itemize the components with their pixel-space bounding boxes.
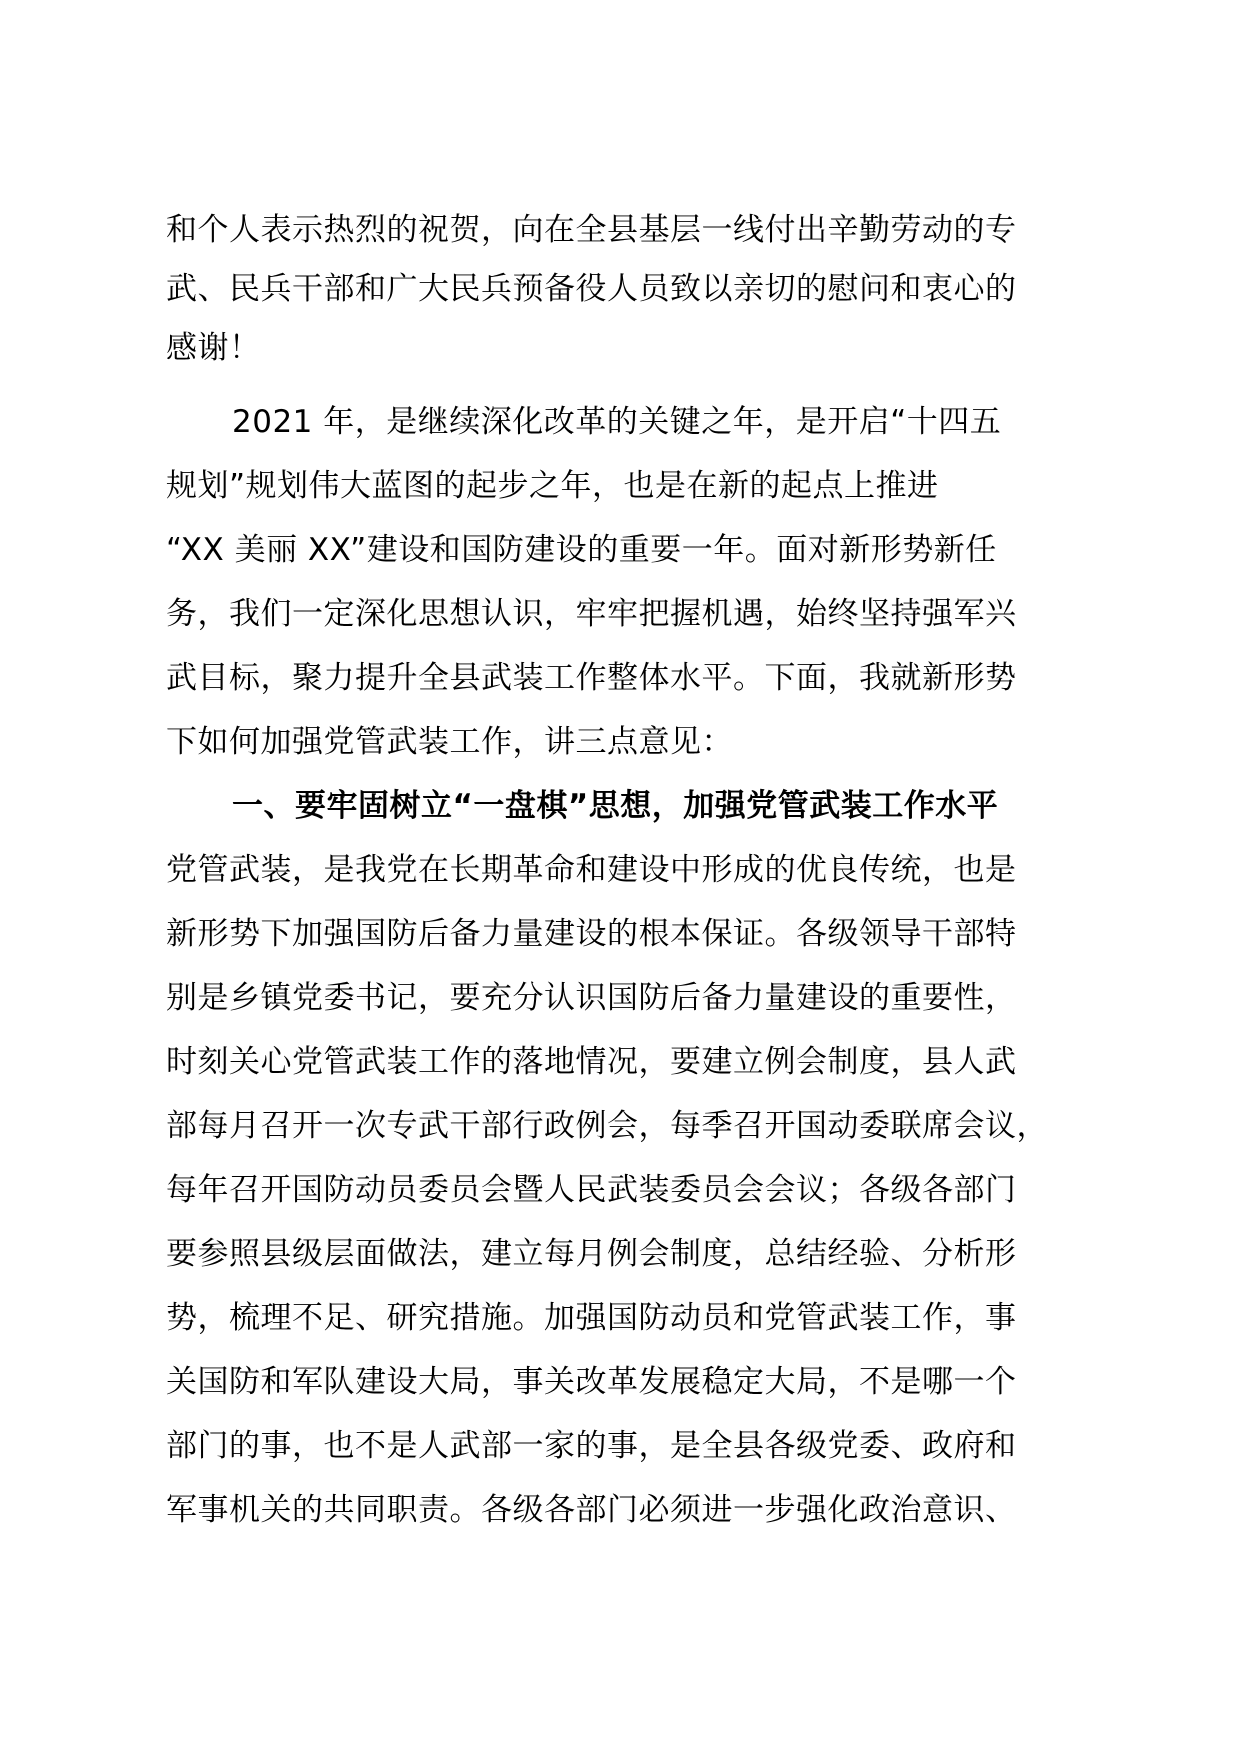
text-line: 势，梳理不足、研究措施。加强国防动员和党管武装工作，事 [166,1300,1017,1336]
text-line: 关国防和军队建设大局，事关改革发展稳定大局，不是哪一个 [166,1364,1017,1400]
text-line: 武、民兵干部和广大民兵预备役人员致以亲切的慰问和衷心的 [166,271,1017,307]
text-line: 新形势下加强国防后备力量建设的根本保证。各级领导干部特 [166,916,1017,952]
text-line: 时刻关心党管武装工作的落地情况，要建立例会制度，县人武 [166,1044,1017,1080]
text-line: 规划”规划伟大蓝图的起步之年，也是在新的起点上推进 [166,468,939,504]
text-line: 部门的事，也不是人武部一家的事，是全县各级党委、政府和 [166,1428,1017,1464]
section-heading: 一、要牢固树立“一盘棋”思想，加强党管武装工作水平 [232,788,999,824]
text-line: 务，我们一定深化思想认识，牢牢把握机遇，始终坚持强军兴 [166,596,1017,632]
text-line: 每年召开国防动员委员会暨人民武装委员会会议；各级各部门 [166,1172,1017,1208]
text-line: 别是乡镇党委书记，要充分认识国防后备力量建设的重要性， [166,980,1017,1016]
text-line: 下如何加强党管武装工作，讲三点意见： [166,724,733,760]
text-line: 和个人表示热烈的祝贺，向在全县基层一线付出辛勤劳动的专 [166,212,1017,248]
text-line: 党管武装，是我党在长期革命和建设中形成的优良传统，也是 [166,852,1017,888]
text-line: 部每月召开一次专武干部行政例会，每季召开国动委联席会议， [166,1108,1048,1144]
paragraph-first-line: 2021 年，是继续深化改革的关键之年，是开启“十四五 [232,404,1002,440]
text-line: “XX 美丽 XX”建设和国防建设的重要一年。面对新形势新任 [166,532,997,568]
text-line: 要参照县级层面做法，建立每月例会制度，总结经验、分析形 [166,1236,1017,1272]
text-line: 军事机关的共同职责。各级各部门必须进一步强化政治意识、 [166,1492,1017,1528]
text-line: 感谢！ [166,330,261,366]
text-line: 武目标，聚力提升全县武装工作整体水平。下面，我就新形势 [166,660,1017,696]
